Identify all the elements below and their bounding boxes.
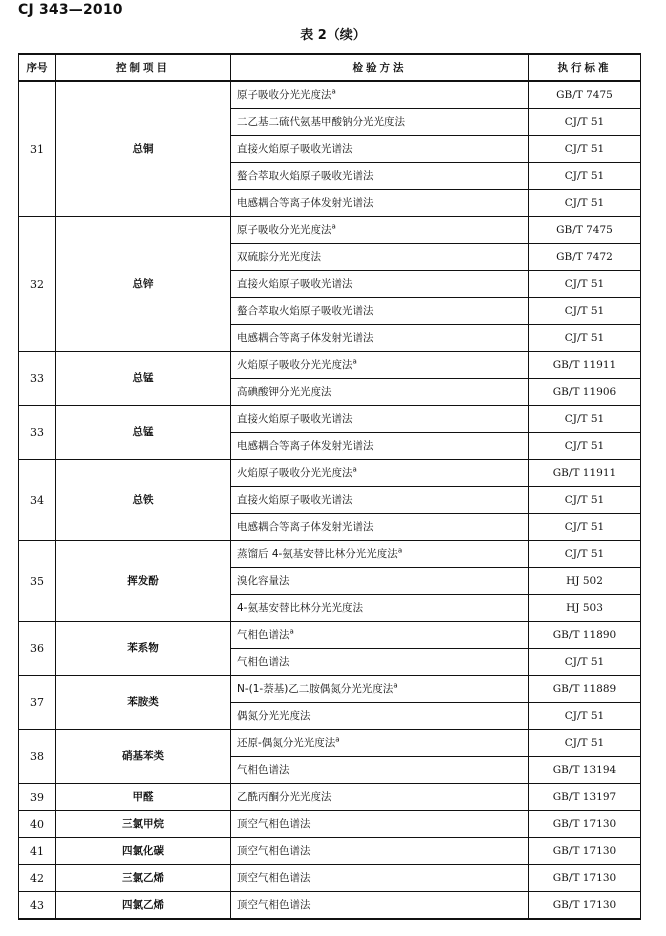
method-text: 气相色谱法	[237, 763, 290, 776]
header-seq: 序号	[19, 54, 56, 81]
cell-standard: CJ/T 51	[529, 649, 641, 676]
header-item: 控制项目	[56, 54, 231, 81]
cell-standard: GB/T 11906	[529, 379, 641, 406]
table-row	[19, 541, 641, 568]
header-standard: 执行标准	[529, 54, 641, 81]
table-body	[19, 81, 641, 919]
footnote-mark: a	[289, 627, 294, 635]
cell-method	[231, 298, 529, 325]
table-row	[19, 217, 641, 244]
method-text: N-(1-萘基)乙二胺偶氮分光光度法	[237, 682, 394, 695]
cell-standard: CJ/T 51	[529, 271, 641, 298]
cell-method	[231, 892, 529, 920]
method-text: 火焰原子吸收分光光度法	[237, 358, 353, 371]
table-title: 表 2（续）	[300, 28, 366, 43]
cell-method	[231, 622, 529, 649]
cell-method	[231, 514, 529, 541]
cell-standard: CJ/T 51	[529, 109, 641, 136]
method-text: 螯合萃取火焰原子吸收光谱法	[237, 169, 374, 182]
cell-control-item: 甲醛	[56, 784, 231, 811]
cell-method	[231, 379, 529, 406]
cell-standard: CJ/T 51	[529, 487, 641, 514]
cell-method	[231, 676, 529, 703]
table-header-row	[19, 54, 641, 81]
cell-method	[231, 271, 529, 298]
cell-seq: 38	[19, 730, 56, 784]
cell-standard: GB/T 13197	[529, 784, 641, 811]
cell-method	[231, 136, 529, 163]
table-row	[19, 81, 641, 109]
method-text: 蒸馏后 4-氨基安替比林分光光度法	[237, 547, 398, 560]
cell-seq: 40	[19, 811, 56, 838]
cell-standard: GB/T 11890	[529, 622, 641, 649]
cell-seq: 34	[19, 460, 56, 541]
cell-seq: 31	[19, 81, 56, 217]
method-text: 气相色谱法	[237, 628, 290, 641]
cell-method	[231, 838, 529, 865]
method-text: 顶空气相色谱法	[237, 898, 311, 911]
table-row	[19, 352, 641, 379]
cell-standard: CJ/T 51	[529, 190, 641, 217]
cell-standard: CJ/T 51	[529, 730, 641, 757]
cell-standard: GB/T 17130	[529, 865, 641, 892]
cell-control-item: 总铜	[56, 81, 231, 217]
cell-method	[231, 568, 529, 595]
cell-seq: 39	[19, 784, 56, 811]
method-text: 顶空气相色谱法	[237, 817, 311, 830]
cell-method	[231, 244, 529, 271]
cell-control-item: 苯系物	[56, 622, 231, 676]
cell-method	[231, 217, 529, 244]
method-text: 溴化容量法	[237, 574, 290, 587]
table-row	[19, 676, 641, 703]
table-row	[19, 892, 641, 920]
cell-seq: 36	[19, 622, 56, 676]
method-text: 直接火焰原子吸收光谱法	[237, 493, 353, 506]
cell-method	[231, 757, 529, 784]
method-text: 还原-偶氮分光光度法	[237, 736, 336, 749]
table-row	[19, 865, 641, 892]
table-row	[19, 730, 641, 757]
cell-control-item: 四氯化碳	[56, 838, 231, 865]
cell-method	[231, 81, 529, 109]
cell-method	[231, 109, 529, 136]
cell-seq: 37	[19, 676, 56, 730]
cell-method	[231, 784, 529, 811]
cell-control-item: 四氯乙烯	[56, 892, 231, 920]
cell-standard: GB/T 7472	[529, 244, 641, 271]
cell-control-item: 总铁	[56, 460, 231, 541]
cell-standard: CJ/T 51	[529, 163, 641, 190]
method-text: 乙酰丙酮分光光度法	[237, 790, 332, 803]
cell-standard: GB/T 7475	[529, 217, 641, 244]
cell-seq: 43	[19, 892, 56, 920]
method-text: 螯合萃取火焰原子吸收光谱法	[237, 304, 374, 317]
cell-standard: HJ 503	[529, 595, 641, 622]
cell-standard: HJ 502	[529, 568, 641, 595]
method-text: 4-氨基安替比林分光光度法	[237, 601, 363, 614]
cell-standard: CJ/T 51	[529, 406, 641, 433]
method-text: 顶空气相色谱法	[237, 844, 311, 857]
cell-seq: 41	[19, 838, 56, 865]
cell-method	[231, 487, 529, 514]
cell-method	[231, 595, 529, 622]
cell-control-item: 三氯甲烷	[56, 811, 231, 838]
cell-method	[231, 541, 529, 568]
cell-seq: 42	[19, 865, 56, 892]
table-row	[19, 811, 641, 838]
method-text: 双硫腙分光光度法	[237, 250, 321, 263]
cell-seq: 33	[19, 406, 56, 460]
standard-code: CJ 343—2010	[18, 2, 123, 18]
table-row	[19, 406, 641, 433]
footnote-mark: a	[397, 546, 403, 554]
method-text: 偶氮分光光度法	[237, 709, 311, 722]
footnote-mark: a	[393, 681, 398, 689]
cell-method	[231, 163, 529, 190]
cell-control-item: 挥发酚	[56, 541, 231, 622]
cell-standard: GB/T 11911	[529, 460, 641, 487]
cell-method	[231, 190, 529, 217]
method-text: 顶空气相色谱法	[237, 871, 311, 884]
cell-standard: GB/T 13194	[529, 757, 641, 784]
cell-control-item: 总锌	[56, 217, 231, 352]
method-text: 电感耦合等离子体发射光谱法	[237, 439, 374, 452]
method-text: 火焰原子吸收分光光度法	[237, 466, 353, 479]
method-text: 直接火焰原子吸收光谱法	[237, 142, 353, 155]
cell-standard: GB/T 7475	[529, 81, 641, 109]
cell-control-item: 硝基苯类	[56, 730, 231, 784]
method-text: 电感耦合等离子体发射光谱法	[237, 520, 374, 533]
table-row	[19, 784, 641, 811]
cell-method	[231, 460, 529, 487]
header-method: 检验方法	[231, 54, 529, 81]
method-text: 气相色谱法	[237, 655, 290, 668]
cell-control-item: 总锰	[56, 406, 231, 460]
cell-method	[231, 649, 529, 676]
cell-standard: CJ/T 51	[529, 703, 641, 730]
cell-method	[231, 433, 529, 460]
cell-standard: CJ/T 51	[529, 433, 641, 460]
cell-standard: GB/T 17130	[529, 811, 641, 838]
cell-standard: GB/T 17130	[529, 892, 641, 920]
cell-standard: CJ/T 51	[529, 541, 641, 568]
cell-seq: 33	[19, 352, 56, 406]
cell-method	[231, 730, 529, 757]
cell-standard: GB/T 17130	[529, 838, 641, 865]
cell-control-item: 三氯乙烯	[56, 865, 231, 892]
footnote-mark: a	[352, 465, 357, 473]
cell-standard: CJ/T 51	[529, 325, 641, 352]
method-text: 高碘酸钾分光光度法	[237, 385, 332, 398]
cell-standard: CJ/T 51	[529, 136, 641, 163]
cell-standard: CJ/T 51	[529, 514, 641, 541]
method-text: 直接火焰原子吸收光谱法	[237, 412, 353, 425]
cell-method	[231, 703, 529, 730]
footnote-mark: a	[331, 222, 336, 230]
method-text: 电感耦合等离子体发射光谱法	[237, 196, 374, 209]
methods-table	[18, 53, 641, 920]
cell-method	[231, 865, 529, 892]
method-text: 电感耦合等离子体发射光谱法	[237, 331, 374, 344]
method-text: 直接火焰原子吸收光谱法	[237, 277, 353, 290]
table-row	[19, 622, 641, 649]
footnote-mark: a	[331, 87, 336, 95]
cell-standard: CJ/T 51	[529, 298, 641, 325]
table-row	[19, 460, 641, 487]
method-text: 原子吸收分光光度法	[237, 88, 332, 101]
cell-standard: GB/T 11889	[529, 676, 641, 703]
footnote-mark: a	[335, 735, 340, 743]
cell-method	[231, 811, 529, 838]
method-text: 原子吸收分光光度法	[237, 223, 332, 236]
cell-standard: GB/T 11911	[529, 352, 641, 379]
cell-seq: 35	[19, 541, 56, 622]
cell-method	[231, 352, 529, 379]
footnote-mark: a	[352, 357, 357, 365]
method-text: 二乙基二硫代氨基甲酸钠分光光度法	[237, 115, 405, 128]
cell-control-item: 苯胺类	[56, 676, 231, 730]
table-row	[19, 838, 641, 865]
cell-control-item: 总锰	[56, 352, 231, 406]
cell-method	[231, 406, 529, 433]
cell-seq: 32	[19, 217, 56, 352]
cell-method	[231, 325, 529, 352]
